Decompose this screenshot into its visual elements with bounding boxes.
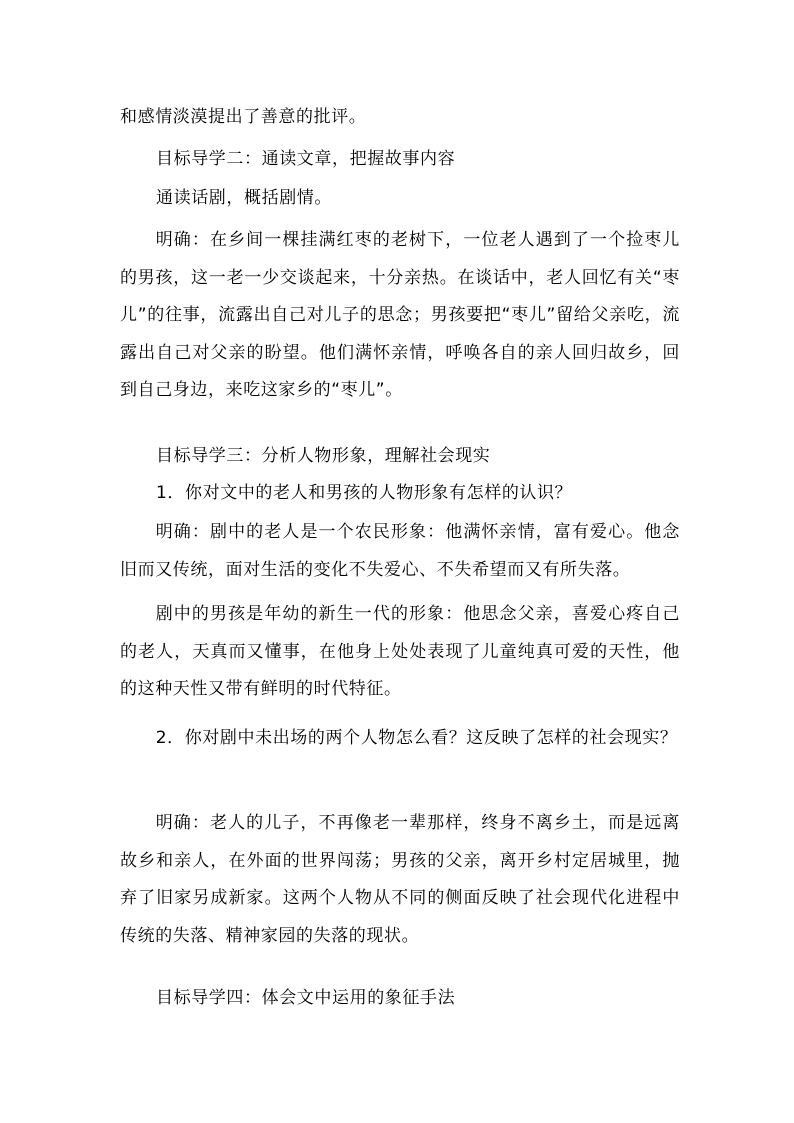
paragraph-continuation: 和感情淡漠提出了善意的批评。 xyxy=(120,107,367,127)
section-heading-3: 目标导学三：分析人物形象，理解社会现实 xyxy=(156,446,491,466)
paragraph-boy: 剧中的男孩是年幼的新生一代的形象：他思念父亲，喜爱心疼自己的老人，天真而又懂事，在他身上处处表现了儿童纯真可爱的天性，他的这种天性又带有鲜明的时代特征。 xyxy=(120,604,680,699)
section-heading-2: 目标导学二：通读文章，把握故事内容 xyxy=(156,149,456,169)
paragraph-plot-summary: 明确：在乡间一棵挂满红枣的老树下，一位老人遇到了一个捡枣儿的男孩，这一老一少交谈起来，十分亲热。在谈话中，老人回忆有关“枣儿”的往事，流露出自己对儿子的思念；男孩要把“枣儿”留给父亲吃，流露出自己对父亲的盼望。他们满怀亲情，呼唤各自的亲人回归故乡，回到自己身边，来吃这家乡的“枣儿”。 xyxy=(120,230,680,400)
paragraph-offstage-characters: 明确：老人的儿子，不再像老一辈那样，终身不离乡土，而是远离故乡和亲人，在外面的世界闯荡；男孩的父亲，离开乡村定居城里，抛弃了旧家另成新家。这两个人物从不同的侧面反映了社会现代化进程中传统的失落、精神家园的失落的现状。 xyxy=(120,813,680,946)
paragraph-old-man: 明确：剧中的老人是一个农民形象：他满怀亲情，富有爱心。他念旧而又传统，面对生活的变化不失爱心、不失希望而又有所失落。 xyxy=(120,522,680,580)
question-1: 1．你对文中的老人和男孩的人物形象有怎样的认识？ xyxy=(156,483,573,503)
paragraph-instruction: 通读话剧，概括剧情。 xyxy=(156,188,332,208)
section-heading-4: 目标导学四：体会文中运用的象征手法 xyxy=(156,988,456,1008)
question-2: 2．你对剧中未出场的两个人物怎么看？这反映了怎样的社会现实？ xyxy=(155,728,678,748)
